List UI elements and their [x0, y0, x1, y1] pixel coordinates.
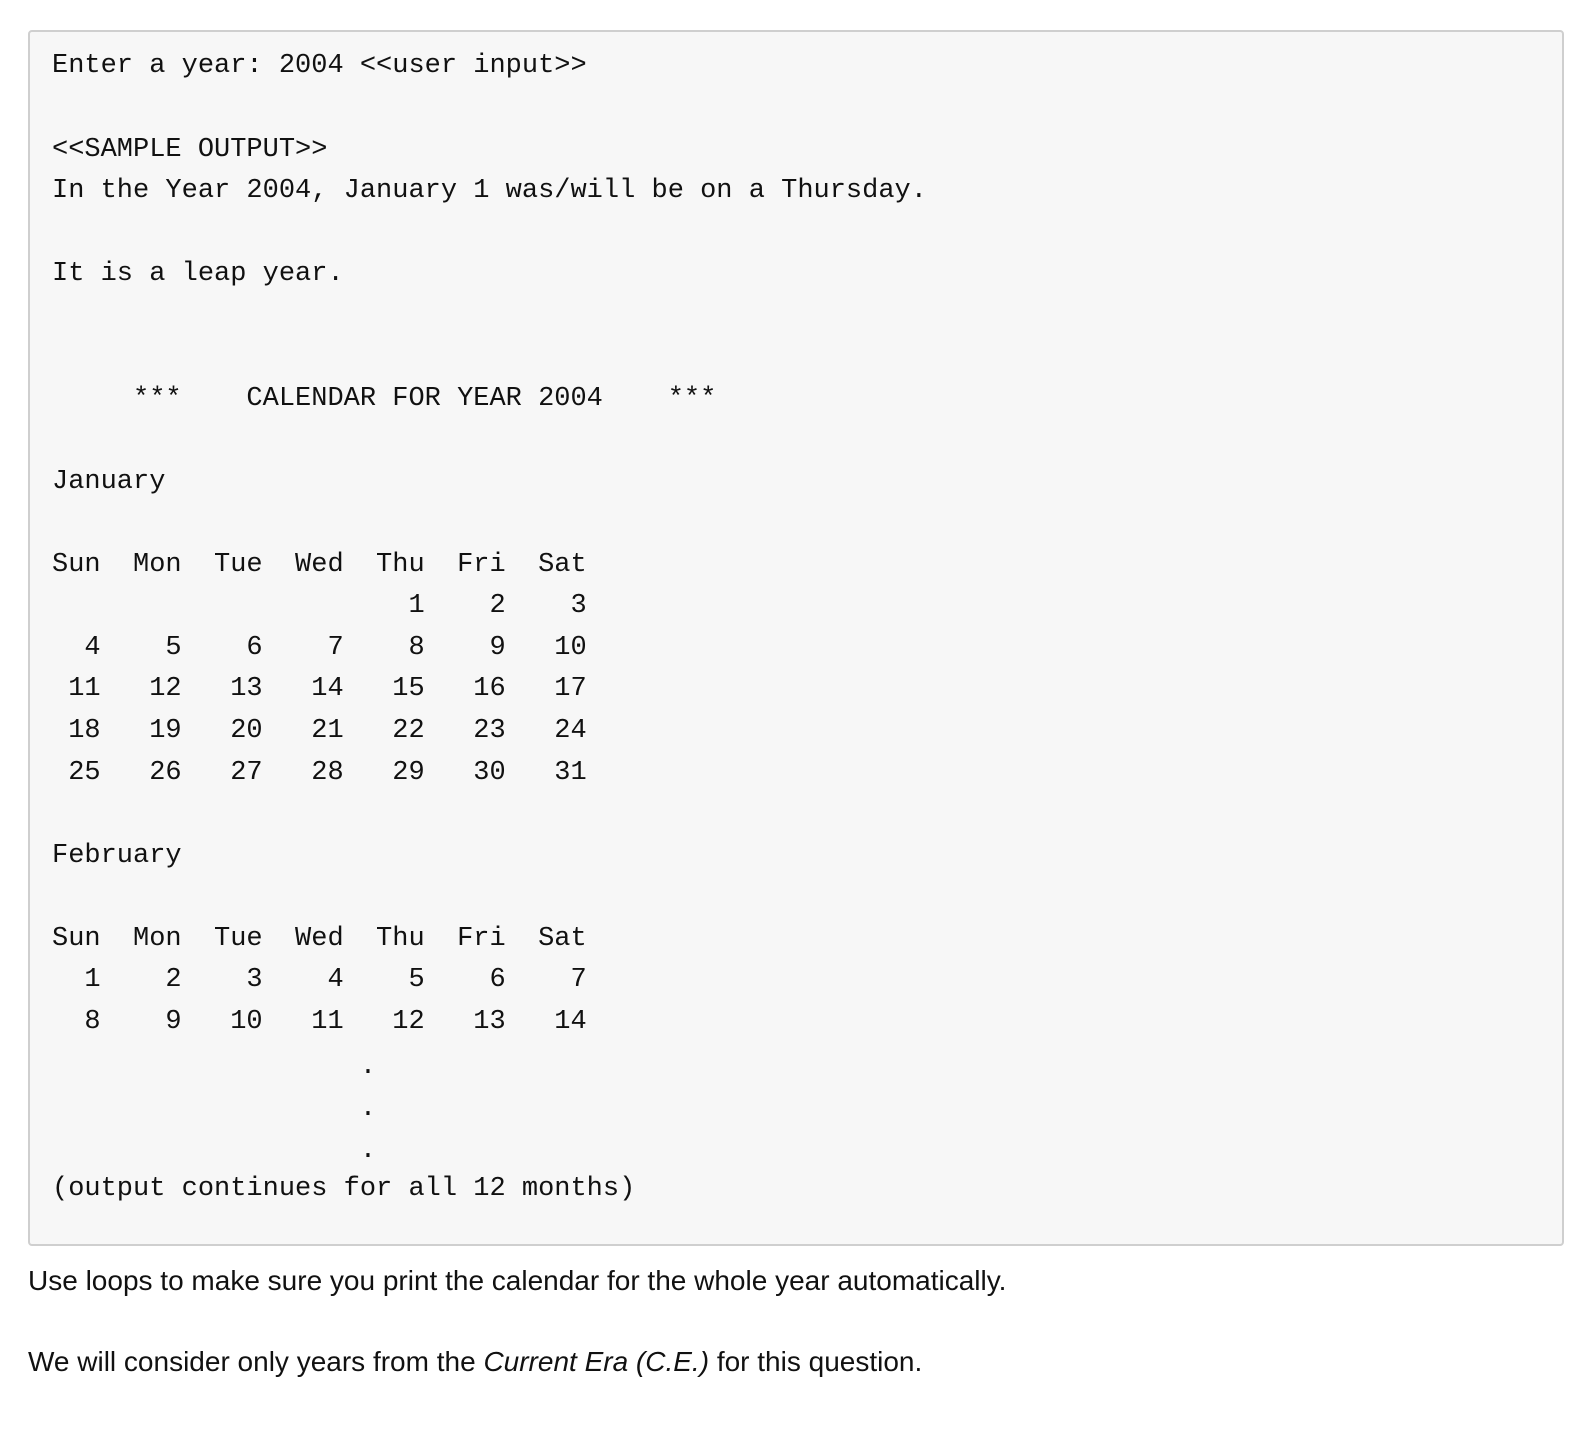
sample-output-heading: <<SAMPLE OUTPUT>> [52, 135, 328, 165]
era-instruction [28, 1345, 922, 1379]
era-term: Current Era (C.E.) [483, 1346, 710, 1377]
week-row: 1 2 3 [52, 591, 587, 621]
week-row: 1 2 3 4 5 6 7 [52, 965, 587, 995]
week-row: 18 19 20 21 22 23 24 [52, 716, 587, 746]
weekday-header-february: Sun Mon Tue Wed Thu Fri Sat [52, 924, 587, 954]
prompt-line: Enter a year: 2004 <<user input>> [52, 51, 587, 81]
era-suffix: for this question. [709, 1346, 923, 1377]
era-prefix: We will consider only years from the [28, 1346, 484, 1377]
week-row: 4 5 6 7 8 9 10 [52, 633, 587, 663]
first-day-line: In the Year 2004, January 1 was/will be on a Thursday. [52, 176, 927, 206]
week-row: 25 26 27 28 29 30 31 [52, 758, 587, 788]
leap-year-line: It is a leap year. [52, 259, 344, 289]
ellipsis-dot: . [52, 1052, 377, 1082]
week-row: 8 9 10 11 12 13 14 [52, 1007, 587, 1037]
ellipsis-dot: . [52, 1136, 377, 1166]
week-row: 11 12 13 14 15 16 17 [52, 674, 587, 704]
calendar-title: *** CALENDAR FOR YEAR 2004 *** [52, 384, 717, 414]
month-name-january: January [52, 467, 166, 497]
ellipsis-dot: . [52, 1094, 377, 1124]
weekday-header-january: Sun Mon Tue Wed Thu Fri Sat [52, 550, 587, 580]
output-continues-line: (output continues for all 12 months) [52, 1174, 636, 1204]
month-name-february: February [52, 841, 182, 871]
loops-instruction: Use loops to make sure you print the calendar for the whole year automatically. [28, 1265, 1007, 1296]
